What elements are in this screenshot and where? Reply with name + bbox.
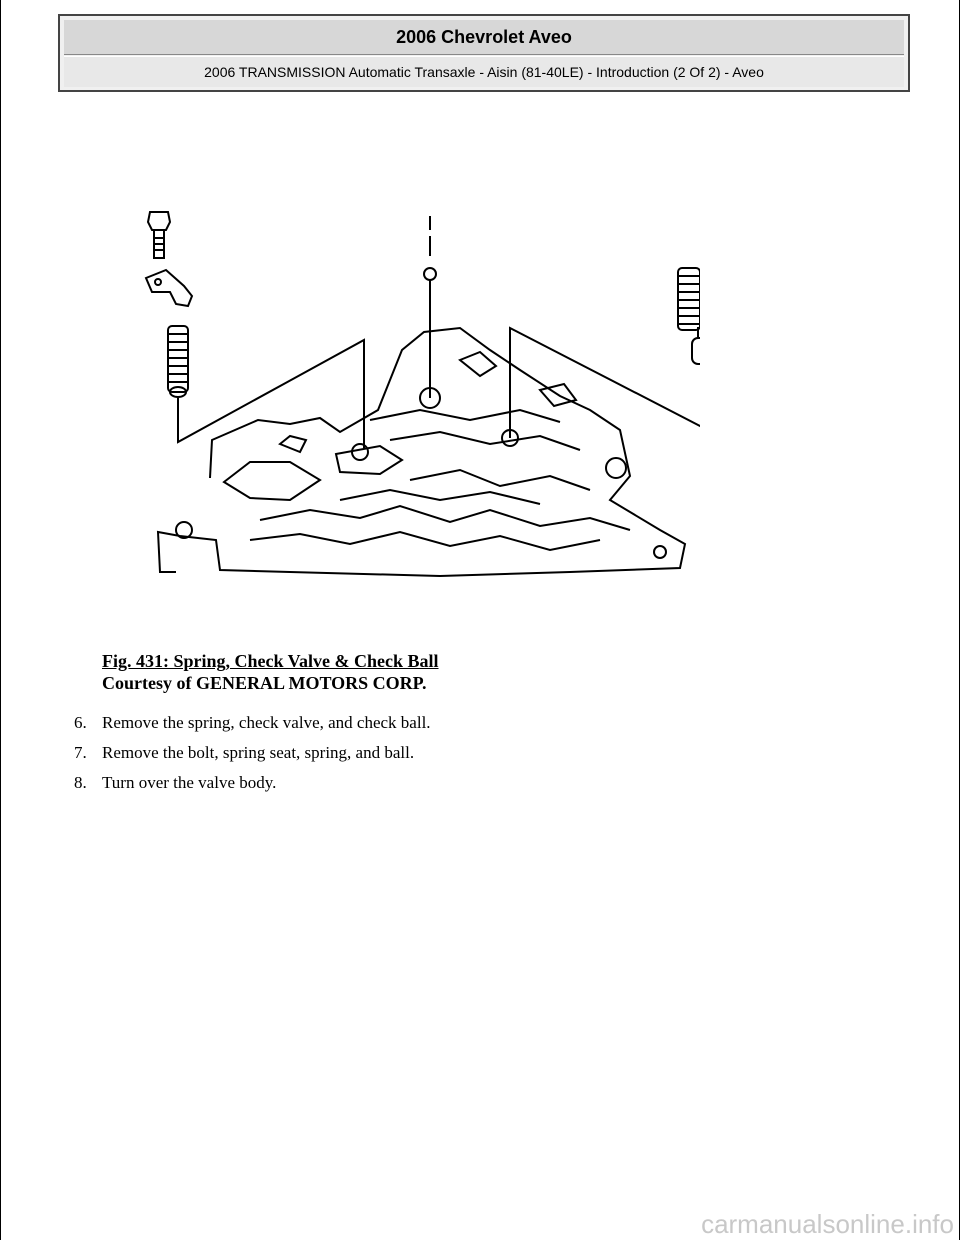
procedure-steps bbox=[74, 712, 431, 802]
right-spring-icon bbox=[678, 268, 700, 330]
check-ball-guide-icon bbox=[424, 216, 436, 398]
left-spring-icon bbox=[168, 326, 188, 397]
list-item bbox=[74, 772, 431, 794]
figure-caption bbox=[102, 650, 439, 694]
step-number: 8. bbox=[74, 773, 87, 792]
list-item bbox=[74, 712, 431, 734]
check-valve-icon bbox=[692, 328, 700, 364]
document-title: 2006 Chevrolet Aveo bbox=[64, 20, 904, 55]
document-header bbox=[58, 14, 910, 92]
step-text: Remove the bolt, spring seat, spring, and ball. bbox=[102, 743, 415, 762]
step-text: Turn over the valve body. bbox=[102, 773, 277, 792]
bolt-icon bbox=[148, 212, 170, 258]
valve-body-icon bbox=[158, 328, 685, 576]
figure-caption-credit: Courtesy of GENERAL MOTORS CORP. bbox=[102, 673, 427, 693]
spring-seat-icon bbox=[146, 270, 192, 306]
document-subtitle: 2006 TRANSMISSION Automatic Transaxle - Aisin (81-40LE) - Introduction (2 Of 2) - Aveo bbox=[64, 56, 904, 87]
step-text: Remove the spring, check valve, and check ball. bbox=[102, 713, 431, 732]
valve-body-illustration bbox=[140, 200, 700, 580]
site-watermark: carmanualsonline.info bbox=[701, 1209, 954, 1239]
step-number: 6. bbox=[74, 713, 87, 732]
step-number: 7. bbox=[74, 743, 87, 762]
figure-caption-title: Fig. 431: Spring, Check Valve & Check Ball bbox=[102, 651, 439, 671]
list-item bbox=[74, 742, 431, 764]
